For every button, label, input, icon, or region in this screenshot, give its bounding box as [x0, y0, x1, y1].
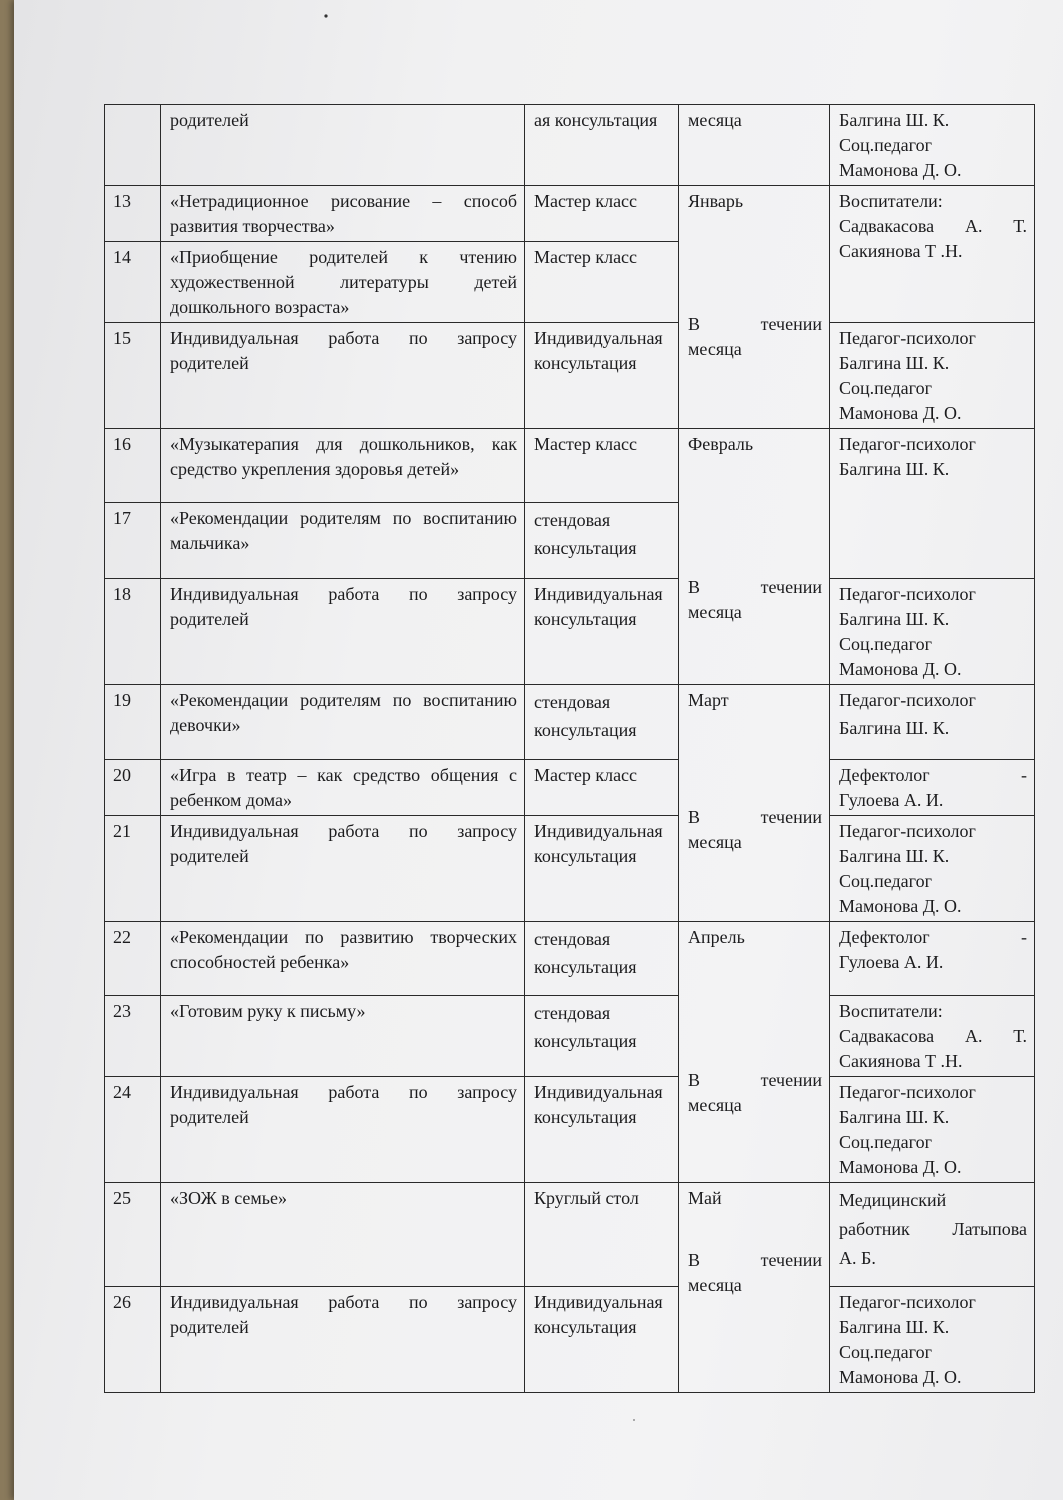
during-month-label: месяца — [688, 339, 742, 359]
responsible-cell — [830, 579, 1035, 685]
responsible-line: Педагог-психолог — [839, 1292, 976, 1312]
event-name: Индивидуальная работа по запросу родителей — [161, 1287, 525, 1393]
event-date-cell — [679, 186, 830, 429]
responsible-line: Соц.педагог — [839, 634, 932, 654]
responsible-line: Мамонова Д. О. — [839, 896, 962, 916]
event-date-cell — [679, 685, 830, 922]
during-month-label: месяца — [688, 1275, 742, 1295]
during-month-label: В течении — [688, 807, 822, 827]
during-month-label: В течении — [688, 577, 822, 597]
row-number: 26 — [105, 1287, 161, 1393]
during-month-label: В течении — [688, 314, 822, 334]
event-name: «Готовим руку к письму» — [161, 996, 525, 1077]
table-row — [105, 1077, 1035, 1183]
responsible-cell — [830, 1287, 1035, 1393]
responsible-line: Педагог-психолог — [839, 328, 976, 348]
row-number: 14 — [105, 242, 161, 323]
responsible-line: Педагог-психолог — [839, 1082, 976, 1102]
responsible-line: Садвакасова А. Т. — [839, 1026, 1027, 1046]
event-form: стендовая консультация — [525, 922, 679, 996]
event-name: «Нетрадиционное рисование – способ развития творчества» — [161, 186, 525, 242]
event-name: «Игра в театр – как средство общения с ребенком дома» — [161, 760, 525, 816]
responsible-line: Соц.педагог — [839, 1132, 932, 1152]
event-date-cell — [679, 922, 830, 1183]
table-row — [105, 429, 1035, 503]
responsible-cell — [830, 1183, 1035, 1287]
responsible-line: Мамонова Д. О. — [839, 1367, 962, 1387]
month-label: Март — [688, 690, 729, 710]
responsible-line: Сакиянова Т .Н. — [839, 1051, 963, 1071]
event-form: Мастер класс — [525, 429, 679, 503]
event-form: Индивидуальная консультация — [525, 1077, 679, 1183]
event-name: «Приобщение родителей к чтению художественной литературы детей дошкольного возраста» — [161, 242, 525, 323]
event-date-cell — [679, 105, 830, 186]
row-number: 13 — [105, 186, 161, 242]
responsible-line: Гулоева А. И. — [839, 952, 944, 972]
responsible-line: Воспитатели: — [839, 1001, 943, 1021]
during-month-label: В течении — [688, 1250, 822, 1270]
event-form: стендовая консультация — [525, 685, 679, 760]
event-date-cell — [679, 1183, 830, 1393]
responsible-line: Дефектолог - — [839, 765, 1027, 785]
responsible-line: Воспитатели: — [839, 191, 943, 211]
month-label: Май — [688, 1188, 722, 1208]
row-number: 23 — [105, 996, 161, 1077]
event-date-cell — [679, 429, 830, 685]
row-number-cell — [105, 105, 161, 186]
event-form: Мастер класс — [525, 760, 679, 816]
responsible-line: Балгина Ш. К. — [839, 846, 950, 866]
responsible-line: Мамонова Д. О. — [839, 403, 962, 423]
responsible-cell — [830, 429, 1035, 579]
responsible-line: Соц.педагог — [839, 1342, 932, 1362]
responsible-line: Дефектолог - — [839, 927, 1027, 947]
event-form: Мастер класс — [525, 242, 679, 323]
event-name-cell — [161, 105, 525, 186]
table-row — [105, 685, 1035, 760]
row-number: 18 — [105, 579, 161, 685]
table-row — [105, 1287, 1035, 1393]
row-number: 16 — [105, 429, 161, 503]
responsible-cell — [830, 186, 1035, 323]
event-form: Круглый стол — [525, 1183, 679, 1287]
responsible-line: Сакиянова Т .Н. — [839, 241, 963, 261]
event-form: Индивидуальная консультация — [525, 1287, 679, 1393]
row-number: 22 — [105, 922, 161, 996]
event-form: стендовая консультация — [525, 996, 679, 1077]
responsible-line: Садвакасова А. Т. — [839, 216, 1027, 236]
responsible-cell — [830, 922, 1035, 996]
responsible-cell — [830, 323, 1035, 429]
responsible-line: Медицинский — [839, 1190, 947, 1210]
event-form: Мастер класс — [525, 186, 679, 242]
responsible-cell — [830, 996, 1035, 1077]
responsible-line: Мамонова Д. О. — [839, 659, 962, 679]
responsible-line: Балгина Ш. К. — [839, 353, 950, 373]
responsible-line: Мамонова Д. О. — [839, 160, 962, 180]
responsible-line: Балгина Ш. К. — [839, 609, 950, 629]
responsible-line: Балгина Ш. К. — [839, 459, 950, 479]
table-row — [105, 186, 1035, 242]
responsible-line: Балгина Ш. К. — [839, 1317, 950, 1337]
event-name: родителей — [170, 110, 249, 130]
responsible-line: Педагог-психолог — [839, 690, 976, 710]
event-form: Индивидуальная консультация — [525, 579, 679, 685]
during-month-label: месяца — [688, 602, 742, 622]
event-form-cell — [525, 105, 679, 186]
row-number: 20 — [105, 760, 161, 816]
responsible-line: Педагог-психолог — [839, 821, 976, 841]
event-name: Индивидуальная работа по запросу родителей — [161, 1077, 525, 1183]
event-name: «ЗОЖ в семье» — [161, 1183, 525, 1287]
event-form: стендовая консультация — [525, 503, 679, 579]
table-row — [105, 105, 1035, 186]
responsible-line: Гулоева А. И. — [839, 790, 944, 810]
responsible-line: Балгина Ш. К. — [839, 110, 950, 130]
table-row — [105, 996, 1035, 1077]
month-label: Январь — [688, 191, 744, 211]
table-row — [105, 816, 1035, 922]
row-number: 21 — [105, 816, 161, 922]
during-month-label: месяца — [688, 1095, 742, 1115]
table-row — [105, 1183, 1035, 1287]
responsible-cell — [830, 760, 1035, 816]
during-month-label: В течении — [688, 1070, 822, 1090]
during-month-label: месяца — [688, 832, 742, 852]
responsible-line: Педагог-психолог — [839, 434, 976, 454]
row-number: 19 — [105, 685, 161, 760]
responsible-line: А. Б. — [839, 1248, 876, 1268]
row-number: 17 — [105, 503, 161, 579]
event-name: Индивидуальная работа по запросу родителей — [161, 323, 525, 429]
month-label: Апрель — [688, 927, 745, 947]
responsible-cell — [830, 816, 1035, 922]
responsible-line: Балгина Ш. К. — [839, 718, 950, 738]
responsible-line: Балгина Ш. К. — [839, 1107, 950, 1127]
table-row — [105, 579, 1035, 685]
event-date: месяца — [688, 110, 742, 130]
table-row — [105, 922, 1035, 996]
responsible-line: Соц.педагог — [839, 378, 932, 398]
responsible-cell — [830, 1077, 1035, 1183]
responsible-line: Соц.педагог — [839, 135, 932, 155]
month-label: Февраль — [688, 434, 754, 454]
row-number: 24 — [105, 1077, 161, 1183]
row-number: 25 — [105, 1183, 161, 1287]
responsible-line: Педагог-психолог — [839, 584, 976, 604]
event-name: «Рекомендации по развитию творческих способностей ребенка» — [161, 922, 525, 996]
table-row — [105, 323, 1035, 429]
responsible-line: Мамонова Д. О. — [839, 1157, 962, 1177]
event-name: «Рекомендации родителям по воспитанию мальчика» — [161, 503, 525, 579]
event-name: Индивидуальная работа по запросу родителей — [161, 579, 525, 685]
event-form: Индивидуальная консультация — [525, 816, 679, 922]
responsible-line: Соц.педагог — [839, 871, 932, 891]
responsible-line: работник Латыпова — [839, 1219, 1027, 1239]
event-name: Индивидуальная работа по запросу родителей — [161, 816, 525, 922]
responsible-cell — [830, 685, 1035, 760]
event-form: ая консультация — [534, 110, 658, 130]
responsible-cell — [830, 105, 1035, 186]
table-row — [105, 760, 1035, 816]
event-name: «Рекомендации родителям по воспитанию девочки» — [161, 685, 525, 760]
event-form: Индивидуальная консультация — [525, 323, 679, 429]
event-name: «Музыкатерапия для дошкольников, как средство укрепления здоровья детей» — [161, 429, 525, 503]
events-table — [104, 104, 1035, 1393]
row-number: 15 — [105, 323, 161, 429]
